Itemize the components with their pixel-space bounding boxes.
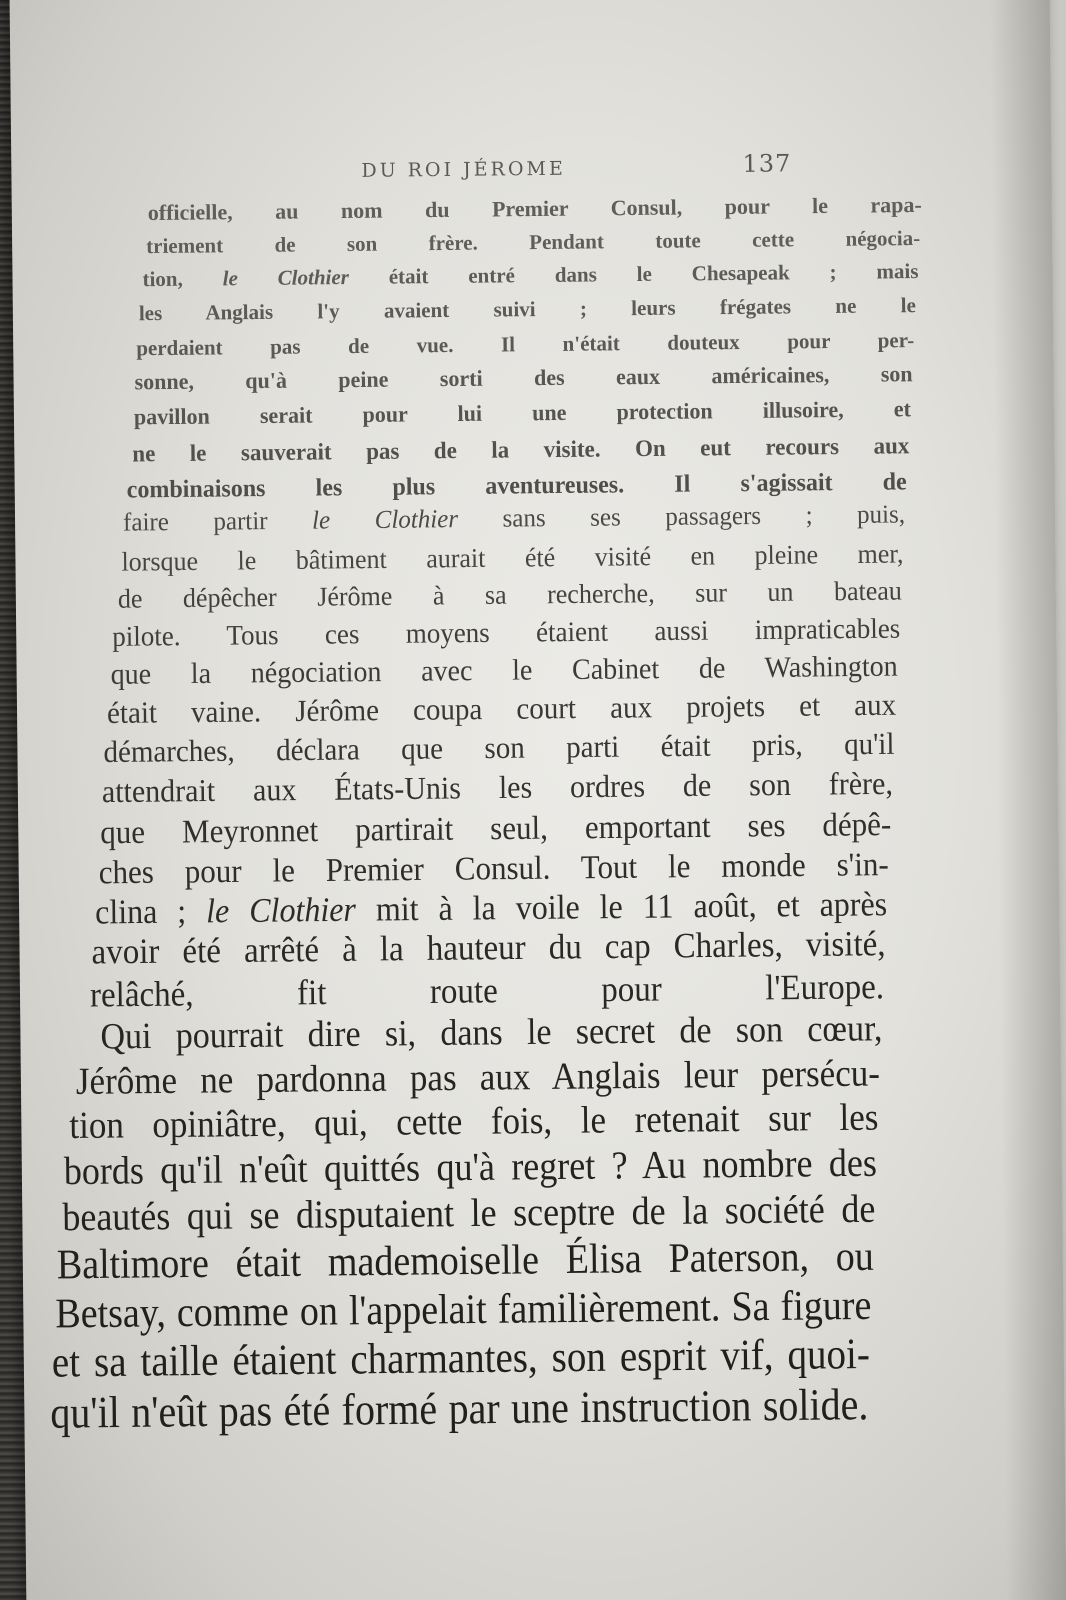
text-segment: ne le sauverait pas de la visite. On eut recours aux — [132, 432, 910, 467]
text-segment: combinaisons les plus aventureuses. Il s'agissait de — [126, 468, 907, 504]
book-page — [9, 0, 1066, 1600]
text-segment: tion, — [142, 266, 223, 292]
text-line — [123, 499, 905, 539]
text-line — [62, 1185, 875, 1240]
text-line — [118, 574, 902, 616]
page-header — [351, 149, 792, 190]
text-segment: les Anglais l'y avaient suivi ; leurs frégates ne le — [138, 292, 916, 326]
text-segment: beautés qui se disputaient le sceptre de la société de — [62, 1186, 876, 1240]
page-number: 137 — [742, 149, 792, 178]
text-line — [132, 431, 909, 469]
text-segment: pavillon serait pour lui une protection illusoire, et — [133, 395, 912, 430]
text-segment: tion opiniâtre, qui, cette fois, le retenait sur les — [69, 1095, 879, 1147]
italic-ship-name: le Clothier — [205, 889, 357, 930]
text-line — [91, 924, 885, 974]
text-segment: de dépêcher Jérôme à sa recherche, sur un bateau — [117, 575, 902, 615]
text-line — [110, 649, 897, 693]
text-segment: attendrait aux États-Unis les ordres de son frère, — [101, 766, 894, 810]
text-line — [134, 360, 912, 397]
text-line — [50, 1379, 868, 1439]
text-segment: Betsay, comme on l'appelait familièrement. Sa figure — [55, 1282, 872, 1338]
text-segment: sonne, qu'à peine sorti des eaux américaines, son — [134, 360, 913, 395]
text-line — [52, 1329, 870, 1388]
body-text — [50, 191, 922, 1438]
text-line — [139, 292, 916, 327]
text-line — [146, 225, 920, 260]
text-segment: était entré dans le Chesapeak ; mais — [348, 258, 919, 290]
text-segment: Baltimore était mademoiselle Élisa Paterson, ou — [56, 1233, 875, 1289]
text-segment: Qui pourrait dire si, dans le secret de son cœur, — [100, 1008, 883, 1058]
text-line — [57, 1232, 874, 1289]
text-line — [112, 611, 900, 654]
text-segment: pilote. Tous ces moyens étaient aussi impraticables — [112, 612, 901, 653]
text-segment: qu'il n'eût pas été formé par une instruction solide. — [50, 1378, 869, 1438]
text-segment: bords qu'il n'eût quittés qu'à regret ? Au nombre des — [63, 1140, 878, 1193]
text-segment: que Meyronnet partirait seul, emportant ses dépê- — [100, 805, 892, 851]
italic-ship-name: le Clothier — [311, 505, 459, 535]
text-line — [107, 687, 896, 732]
text-segment: ches pour le Premier Consul. Tout le monde s'in- — [98, 845, 889, 891]
text-segment: relâché, fit route pour l'Europe. — [89, 967, 885, 1016]
text-segment: avoir été arrêté à la hauteur du cap Charles, visité, — [91, 924, 886, 973]
running-head: DU ROI JÉROME — [361, 157, 566, 182]
text-segment: Jérôme ne pardonna pas aux Anglais leur persécu- — [75, 1051, 881, 1103]
text-line — [121, 538, 903, 579]
text-segment: officielle, au nom du Premier Consul, pour le rapa- — [147, 191, 922, 226]
text-segment: mit à la voile le 11 août, et après — [355, 883, 888, 929]
text-segment: et sa taille étaient charmantes, son esprit vif, quoi- — [51, 1330, 871, 1387]
text-line — [134, 395, 911, 432]
text-segment: lorsque le bâtiment aurait été visité en pleine mer, — [121, 538, 904, 577]
text-line — [103, 726, 894, 771]
text-line — [136, 327, 914, 363]
text-line — [142, 258, 918, 293]
text-segment: était vaine. Jérôme coupa court aux projets et aux — [106, 688, 897, 731]
text-line — [148, 191, 922, 227]
text-segment: clina ; — [94, 891, 207, 932]
text-segment: faire partir — [122, 506, 313, 537]
text-segment: perdaient pas de vue. Il n'était douteux pour per- — [136, 327, 915, 361]
page-shadow — [989, 0, 1066, 1600]
text-segment: triement de son frère. Pendant toute cette négocia- — [146, 225, 921, 259]
italic-ship-name: le Clothier — [222, 264, 349, 291]
text-segment: sans ses passagers ; puis, — [457, 500, 906, 534]
text-segment: que la négociation avec le Cabinet de Washington — [110, 650, 898, 692]
text-segment: démarches, déclara que son parti était pris, qu'il — [103, 727, 895, 770]
